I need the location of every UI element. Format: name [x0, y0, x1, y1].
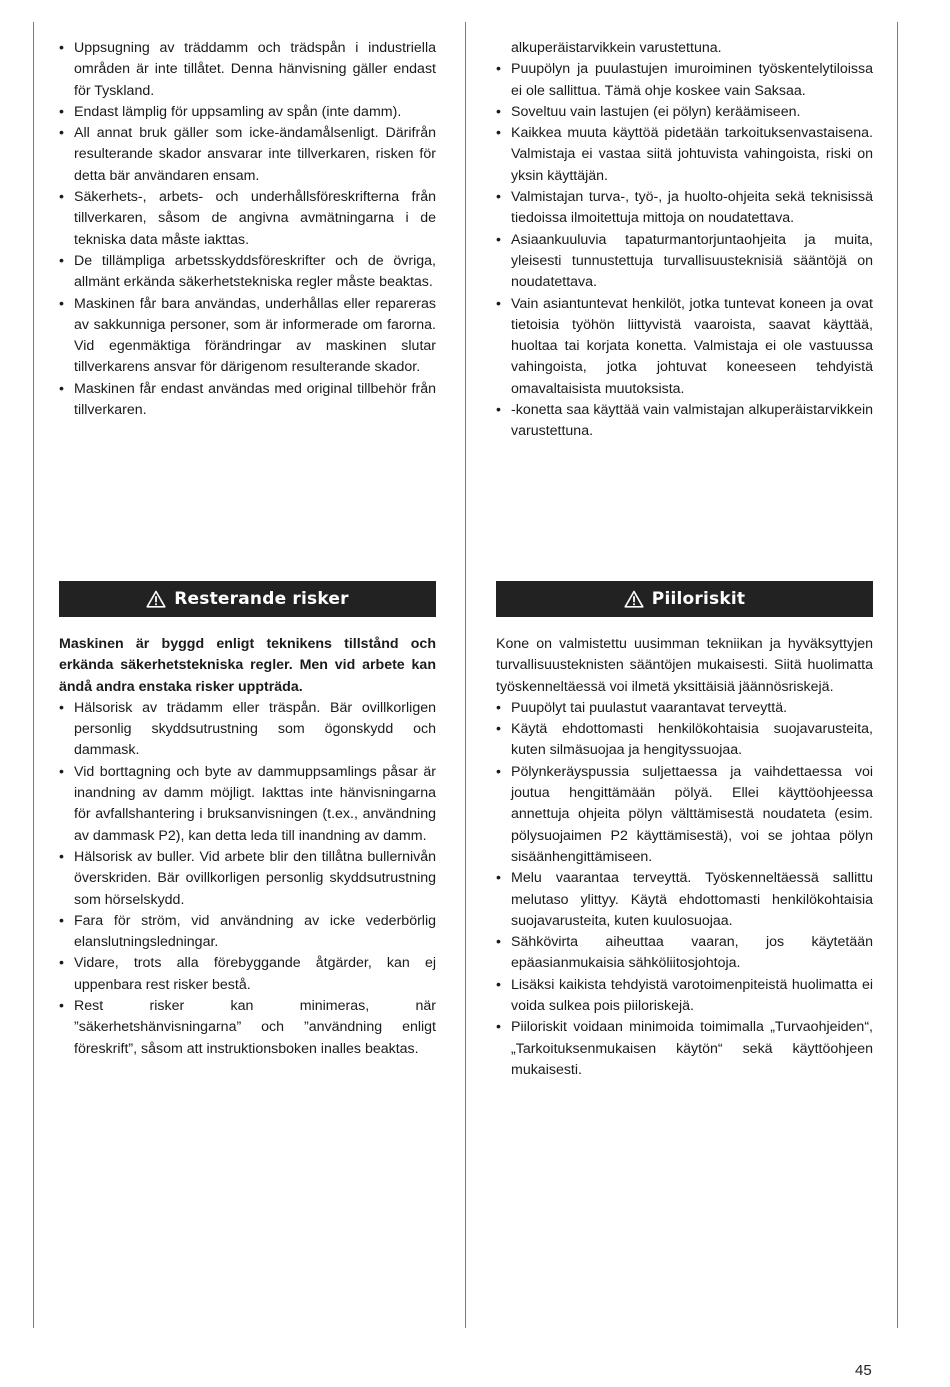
sv-risks-section — [59, 634, 436, 1060]
list-item: • Puupölyt tai puulastut vaarantavat terveyttä. — [496, 698, 873, 719]
list-item: • All annat bruk gäller som icke-ändamålsenligt. Därifrån resulterande skador ansvarar inte tillverkaren, risken för detta bär användaren ensam. — [59, 123, 436, 187]
list-item: • Uppsugning av träddamm och trädspån i industriella områden är inte tillåtet. Denna hänvisning gäller endast för Tyskland. — [59, 38, 436, 102]
list-item: • Säkerhets-, arbets- och underhållsföreskrifterna från tillverkaren, såsom de angivna avmätningarna i de tekniska data måste iakttas. — [59, 187, 436, 251]
sv-risks-heading-bar — [59, 581, 436, 617]
fi-risks-section — [496, 634, 873, 1081]
sv-risks-list — [59, 698, 436, 1060]
sv-risks-heading: Resterande risker — [174, 589, 349, 609]
list-item: • Käytä ehdottomasti henkilökohtaisia suojavarusteita, kuten silmäsuojaa ja hengityssuojaa. — [496, 719, 873, 762]
list-item: • Maskinen får endast användas med original tillbehör från tillverkaren. — [59, 379, 436, 422]
list-item: • Kaikkea muuta käyttöä pidetään tarkoituksenvastaisena. Valmistaja ei vastaa siitä johtuvista vahingoista, riski on yksin käyttäjän. — [496, 123, 873, 187]
list-item: • Maskinen får bara användas, underhållas eller repareras av sakkunniga personer, som är informerade om farorna. Vid egenmäktiga förändringar av maskinen slutar tillverkarens ansvar för därigenom resulterande skador. — [59, 294, 436, 379]
list-item: • Melu vaarantaa terveyttä. Työskenneltäessä sallittu melutaso ylittyy. Käytä ehdottomasti henkilökohtaisia suojavarusteita, kuten kuulosuojaa. — [496, 868, 873, 932]
fi-risks-list — [496, 698, 873, 1081]
sv-risks-intro: Maskinen är byggd enligt teknikens tillstånd och erkända säkerhetstekniska regler. Men vid arbete kan ändå andra enstaka risker uppträda. — [59, 636, 436, 695]
list-item: • Fara för ström, vid användning av icke vederbörlig elanslutningsledningar. — [59, 911, 436, 954]
list-item: • Pölynkeräyspussia suljettaessa ja vaihdettaessa voi joutua hengittämään pölyä. Ellei käyttöohjeessa annettuja ohjeita pölyn välttämisestä noudateta (esim. pölysuojaimen P2 käyttämisestä), voi se johtaa pölyn sisäänhengittämiseen. — [496, 762, 873, 868]
center-column-rule — [465, 22, 466, 1328]
list-item: • Asiaankuuluvia tapaturmantorjuntaohjeita ja muita, yleisesti tunnustettuja turvallisuusteknisiä sääntöjä on noudatettava. — [496, 230, 873, 294]
warning-icon — [624, 590, 644, 608]
page-number: 45 — [855, 1362, 872, 1379]
list-item: • -konetta saa käyttää vain valmistajan alkuperäistarvikkein varustettuna. — [496, 400, 873, 443]
top-left-column — [59, 38, 436, 421]
list-item: • Piiloriskit voidaan minimoida toimimalla „Turvaohjeiden“, „Tarkoituksenmukaisen käytön“ sekä käyttöohjeen mukaisesti. — [496, 1017, 873, 1081]
fi-risks-heading: Piiloriskit — [651, 589, 746, 609]
list-item: • Vidare, trots alla förebyggande åtgärder, kan ej uppenbara rest risker bestå. — [59, 953, 436, 996]
list-item: • Lisäksi kaikista tehdyistä varotoimenpiteistä huolimatta ei voida sulkea pois piiloriskejä. — [496, 975, 873, 1018]
list-item: • Hälsorisk av buller. Vid arbete blir den tillåtna bullernivån överskriden. Bär ovillkorligen personlig skyddsutrustning som hörselskydd. — [59, 847, 436, 911]
list-item: • Hälsorisk av trädamm eller träspån. Bär ovillkorligen personlig skyddsutrustning som ögonskydd och dammask. — [59, 698, 436, 762]
list-item: • Rest risker kan minimeras, när ”säkerhetshänvisningarna” och ”användning enligt föreskrift”, såsom att instruktionsboken inalles beaktas. — [59, 996, 436, 1060]
right-margin-rule — [897, 22, 898, 1328]
list-item: • Vain asiantuntevat henkilöt, jotka tuntevat koneen ja ovat tietoisia työhön liittyvistä vaaroista, saavat käyttää, huoltaa tai korjata konetta. Valmistaja ei ole vastuussa vahingoista, jotka johtuvat koneeseen tehdyistä omavaltaisista muutoksista. — [496, 294, 873, 400]
list-item: • De tillämpliga arbetsskyddsföreskrifter och de övriga, allmänt erkända säkerhetstekniska regler måste beaktas. — [59, 251, 436, 294]
list-item: • Sähkövirta aiheuttaa vaaran, jos käytetään epäasianmukaisia sähköliitosjohtoja. — [496, 932, 873, 975]
fi-usage-list — [496, 38, 873, 443]
warning-icon — [146, 590, 166, 608]
top-right-column — [496, 38, 873, 443]
list-item: • Vid borttagning och byte av dammuppsamlings påsar är inandning av damm möjligt. Iakttas inte hänvisningarna för avfallshantering i bruksanvisningen (t.ex., användning av dammask P2), kan detta leda till inandning av damm. — [59, 762, 436, 847]
sv-usage-list — [59, 38, 436, 421]
list-item: • Endast lämplig för uppsamling av spån (inte damm). — [59, 102, 436, 123]
fi-risks-intro: Kone on valmistettu uusimman tekniikan ja hyväksyttyjen turvallisuusteknisten sääntöjen mukaisesti. Siitä huolimatta työskenneltäessä voi ilmetä yksittäisiä jäännösriskejä. — [496, 636, 873, 695]
list-item: • Puupölyn ja puulastujen imuroiminen työskentelytiloissa ei ole sallittua. Tämä ohje koskee vain Saksaa. — [496, 59, 873, 102]
left-margin-rule — [33, 22, 34, 1328]
fi-risks-heading-bar — [496, 581, 873, 617]
continuation-text: alkuperäistarvikkein varustettuna. — [511, 40, 722, 56]
list-item: • Soveltuu vain lastujen (ei pölyn) keräämiseen. — [496, 102, 873, 123]
list-item: • Valmistajan turva-, työ-, ja huolto-ohjeita sekä teknisissä tiedoissa ilmoitettuja mittoja on noudatettava. — [496, 187, 873, 230]
